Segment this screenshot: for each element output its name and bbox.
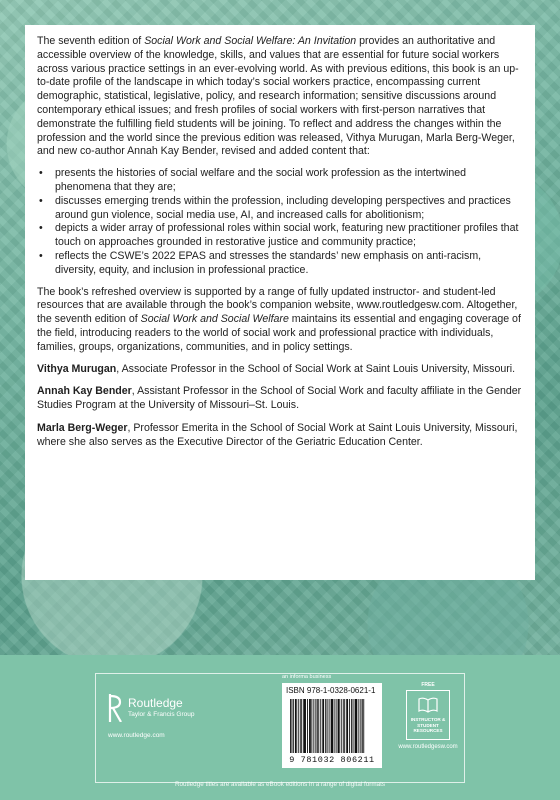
author-bio-text: , Assistant Professor in the School of Social Work and faculty affiliate in the Gender Studies Program at the University of Missouri–St. Louis. xyxy=(37,385,522,412)
barcode-bar xyxy=(353,699,354,753)
barcode-bar xyxy=(338,699,340,753)
author-bio-berg-weger xyxy=(37,422,523,450)
barcode-bar xyxy=(315,699,316,753)
barcode-bar xyxy=(331,699,334,753)
publisher-name: Routledge xyxy=(128,696,183,710)
publisher-url[interactable]: www.routledge.com xyxy=(108,732,165,739)
resources-badge xyxy=(406,690,450,740)
resources-badge-text: INSTRUCTOR & STUDENT RESOURCES xyxy=(410,717,446,734)
barcode-bar xyxy=(325,699,326,753)
publisher-info-box xyxy=(95,673,465,783)
book-title-italic-short: Social Work and Social Welfare xyxy=(140,313,289,326)
barcode-bar xyxy=(363,699,364,753)
author-name: Vithya Murugan xyxy=(37,362,117,375)
author-bio-bender xyxy=(37,385,523,413)
author-bio-text: , Associate Professor in the School of Social Work at Saint Louis University, Missouri. xyxy=(116,362,516,375)
barcode-bar xyxy=(329,699,330,753)
barcode-bar xyxy=(346,699,348,753)
author-bio-murugan xyxy=(37,363,523,377)
barcode-bar xyxy=(320,699,321,753)
bullet-item: • depicts a wider array of professional roles within social work, featuring new practitioner profiles that touch on approaches grounded in restorative justice and community practice; xyxy=(37,222,523,250)
barcode-bar xyxy=(327,699,328,753)
barcode-bar xyxy=(290,699,291,753)
ean-number: 9 781032 806211 xyxy=(289,755,375,765)
barcode-bar xyxy=(360,699,361,753)
barcode-bar xyxy=(301,699,302,753)
barcode-bar xyxy=(341,699,342,753)
barcode-bar xyxy=(309,699,311,753)
closing-text-start: The book’s refreshed overview is supported by a range of fully updated instructor- and student-led resources that are available through the book’s companion website, www.routledgesw.com. Altogether, the seventh edition of xyxy=(37,285,518,326)
barcode-bar xyxy=(307,699,308,753)
barcode-bar xyxy=(318,699,319,753)
author-name: Marla Berg-Weger xyxy=(37,421,128,434)
barcode-bar xyxy=(293,699,294,753)
intro-text-start: The seventh edition of xyxy=(37,35,145,47)
back-cover-text-panel xyxy=(25,25,535,580)
resources-url[interactable]: www.routledgesw.com xyxy=(398,744,458,750)
intro-text-rest: provides an authoritative and accessible overview of the knowledge, skills, and values that are essential for future social workers across various practice settings in an ever-evolving world. As with previous editions, this book is an up-to-date profile of the landscape in which today’s social workers practice, encompassing current demographic, statistical, legislative, policy, and research information; sensitive discussions around contemporary ethical issues; and fresh profiles of social workers with first-person narratives that demonstrate the fulfilling field students will be joining. To reflect and address the changes within the profession and the world since the previous edition was released, Vithya Murugan, Marla Berg-Weger, and new co-author Annah Kay Bender, revised and added content that: xyxy=(37,35,519,158)
barcode-bar xyxy=(313,699,314,753)
description-intro xyxy=(37,35,523,159)
barcode-bar xyxy=(298,699,299,753)
barcode-bar xyxy=(336,699,337,753)
barcode-bar xyxy=(322,699,324,753)
barcode-icon xyxy=(290,699,374,753)
description-closing xyxy=(37,286,523,355)
free-label: FREE xyxy=(421,682,435,688)
barcode-bar xyxy=(349,699,350,753)
open-book-icon xyxy=(418,697,438,713)
barcode-bar xyxy=(355,699,358,753)
ebook-note: Routledge titles are available as eBook editions in a range of digital formats xyxy=(174,781,386,788)
publisher-group: Taylor & Francis Group xyxy=(128,711,195,718)
barcode-bar xyxy=(295,699,297,753)
bullet-item: • reflects the CSWE’s 2022 EPAS and stresses the standards’ new emphasis on anti-racism, diversity, equity, and inclusion in professional practice. xyxy=(37,250,523,278)
barcode-bar xyxy=(317,699,318,753)
isbn-text: ISBN 978-1-0328-0621-1 xyxy=(286,686,376,695)
publisher-band xyxy=(0,655,560,800)
barcode-bar xyxy=(351,699,352,753)
book-title-italic: Social Work and Social Welfare: An Invitation xyxy=(144,35,357,47)
content-bullet-list xyxy=(37,167,523,277)
bullet-item: • discusses emerging trends within the profession, including developing perspectives and practices around gun violence, social media use, AI, and increased calls for abolitionism; xyxy=(37,195,523,223)
bullet-item: • presents the histories of social welfare and the social work profession as the intertwined phenomena that they are; xyxy=(37,167,523,195)
barcode-bar xyxy=(344,699,345,753)
barcode-bar xyxy=(311,699,312,753)
barcode-bar xyxy=(291,699,292,753)
barcode-bar xyxy=(303,699,306,753)
barcode-bar xyxy=(300,699,301,753)
author-bio-text: , Professor Emerita in the School of Social Work at Saint Louis University, Missouri, where she also serves as the Executive Director of the Geriatric Education Center. xyxy=(37,421,518,448)
barcode-bar xyxy=(358,699,359,753)
closing-text-rest: maintains its essential and engaging coverage of the field, introducing readers to the world of social work and professional practice with individuals, families, groups, organizations, communities, and in policy settings. xyxy=(37,313,521,353)
barcode-bar xyxy=(343,699,344,753)
barcode-bar xyxy=(334,699,335,753)
informa-label: an informa business xyxy=(282,674,332,680)
barcode-box xyxy=(282,683,382,768)
resources-badge-wrap xyxy=(396,682,460,750)
routledge-r-icon xyxy=(108,694,122,722)
barcode-bar xyxy=(362,699,363,753)
author-name: Annah Kay Bender xyxy=(37,385,132,398)
